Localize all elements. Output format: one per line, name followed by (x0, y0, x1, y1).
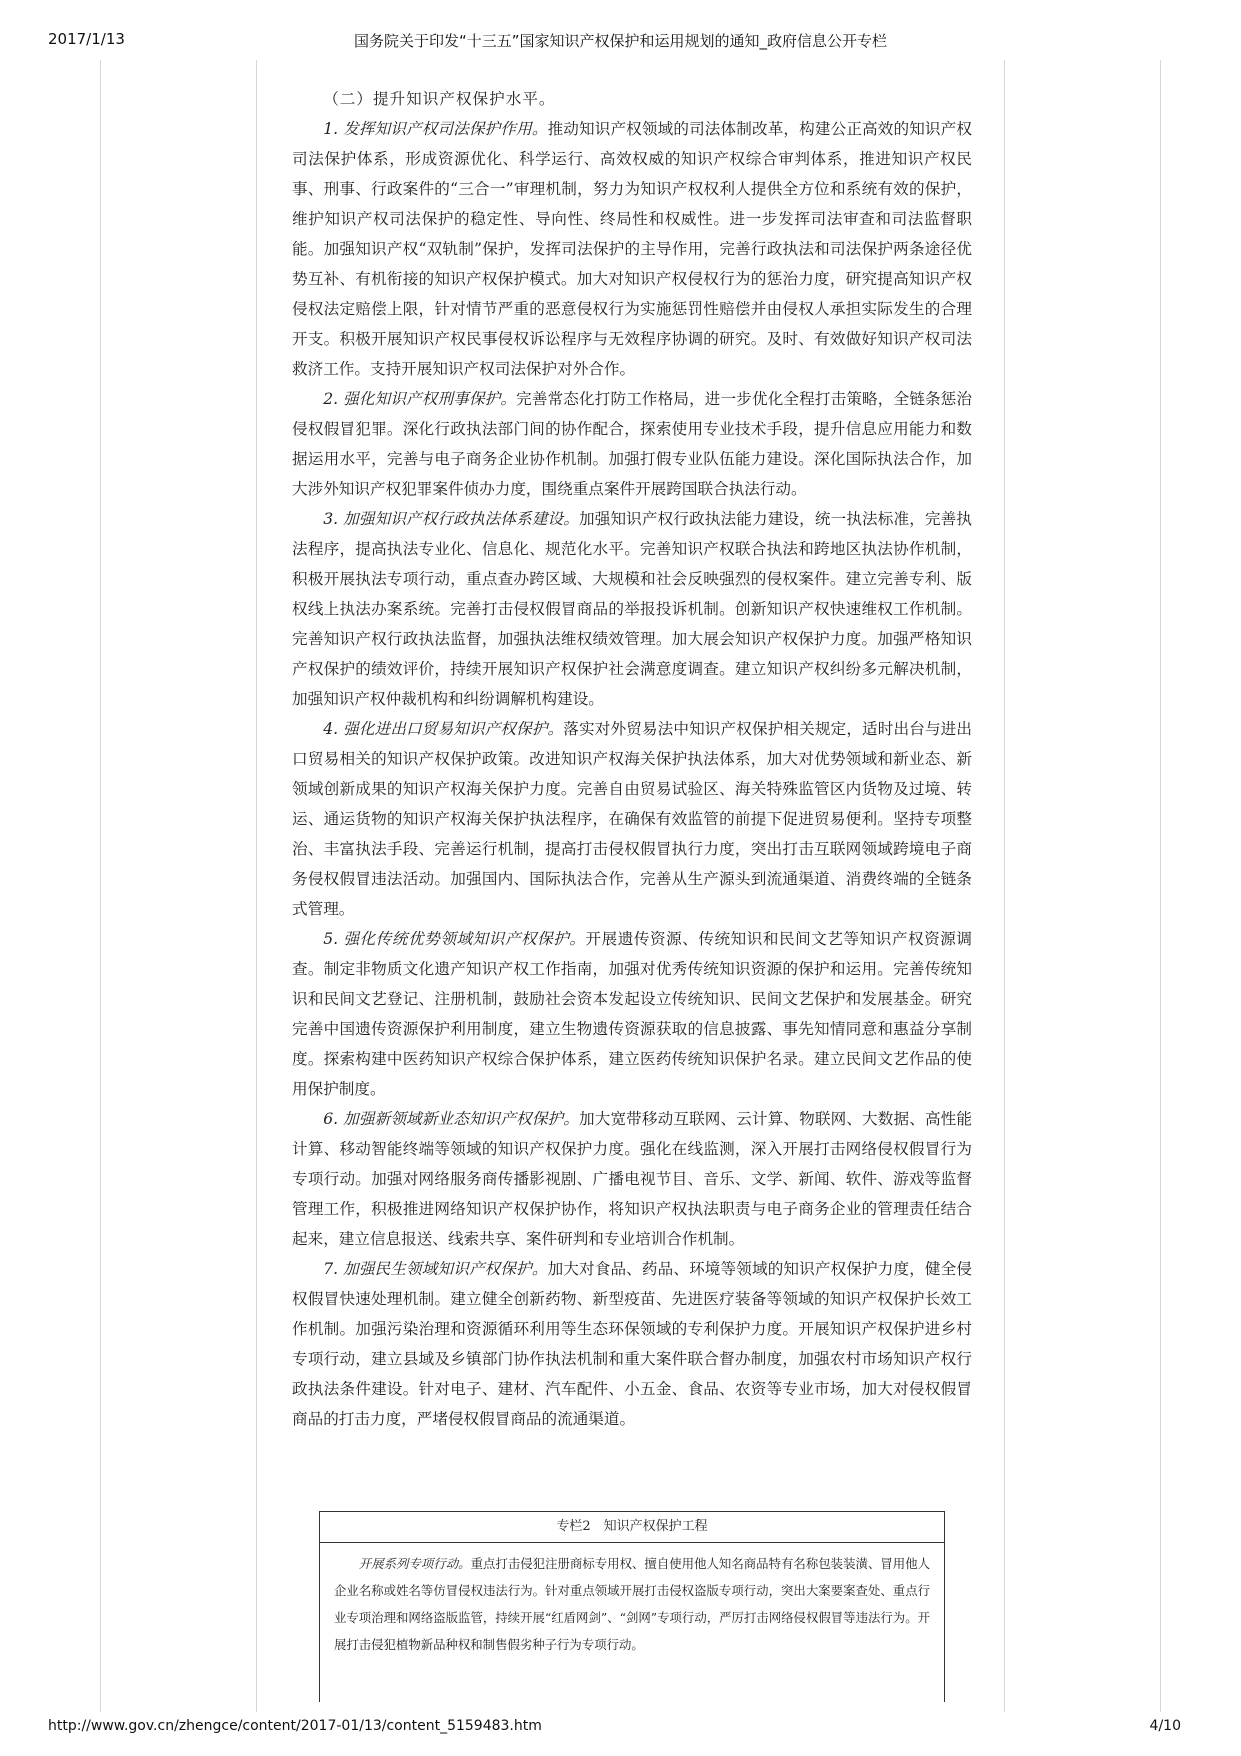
paragraph-lead: 2. 强化知识产权刑事保护。 (323, 390, 517, 408)
page-number: 4/10 (1149, 1718, 1181, 1734)
paragraph-text: 落实对外贸易法中知识产权保护相关规定，适时出台与进出口贸易相关的知识产权保护政策。改进知识产权海关保护执法体系，加大对优势领域和新业态、新领域创新成果的知识产权海关保护力度。完善自由贸易试验区、海关特殊监管区内货物及过境、转运、通运货物的知识产权海关保护执法程序，在确保有效监管的前提下促进贸易便利。坚持专项整治、丰富执法手段、完善运行机制，提高打击侵权假冒执行力度，突出打击互联网领域跨境电子商务侵权假冒违法活动。加强国内、国际执法合作，完善从生产源头到流通渠道、消费终端的全链条式管理。 (292, 720, 972, 918)
paragraph-text: 开展遗传资源、传统知识和民间文艺等知识产权资源调查。制定非物质文化遗产知识产权工作指南，加强对优秀传统知识资源的保护和运用。完善传统知识和民间文艺登记、注册机制，鼓励社会资本发起设立传统知识、民间文艺保护和发展基金。研究完善中国遗传资源保护利用制度，建立生物遗传资源获取的信息披露、事先知情同意和惠益分享制度。探索构建中医药知识产权综合保护体系，建立医药传统知识保护名录。建立民间文艺作品的使用保护制度。 (292, 930, 972, 1098)
paragraph-lead: 3. 加强知识产权行政执法体系建设。 (323, 510, 580, 528)
column-box-title: 专栏2 知识产权保护工程 (320, 1512, 944, 1543)
section-heading: （二）提升知识产权保护水平。 (323, 90, 556, 108)
column-box (319, 1511, 945, 1702)
paragraph-text: 加大宽带移动互联网、云计算、物联网、大数据、高性能计算、移动智能终端等领域的知识产权保护力度。强化在线监测，深入开展打击网络侵权假冒行为专项行动。加强对网络服务商传播影视剧、广播电视节目、音乐、文学、新闻、软件、游戏等监督管理工作，积极推进网络知识产权保护协作，将知识产权执法职责与电子商务企业的管理责任结合起来，建立信息报送、线索共享、案件研判和专业培训合作机制。 (292, 1110, 972, 1248)
paragraph-text: 推动知识产权领域的司法体制改革，构建公正高效的知识产权司法保护体系，形成资源优化、科学运行、高效权威的知识产权综合审判体系，推进知识产权民事、刑事、行政案件的“三合一”审理机制，努力为知识产权权利人提供全方位和系统有效的保护，维护知识产权司法保护的稳定性、导向性、终局性和权威性。进一步发挥司法审查和司法监督职能。加强知识产权“双轨制”保护，发挥司法保护的主导作用，完善行政执法和司法保护两条途径优势互补、有机衔接的知识产权保护模式。加大对知识产权侵权行为的惩治力度，研究提高知识产权侵权法定赔偿上限，针对情节严重的恶意侵权行为实施惩罚性赔偿并由侵权人承担实际发生的合理开支。积极开展知识产权民事侵权诉讼程序与无效程序协调的研究。及时、有效做好知识产权司法救济工作。支持开展知识产权司法保护对外合作。 (292, 120, 972, 378)
column-box-text: 重点打击侵犯注册商标专用权、擅自使用他人知名商品特有名称包装装潢、冒用他人企业名称或姓名等仿冒侵权违法行为。针对重点领域开展打击侵权盗版专项行动，突出大案要案查处、重点行业专项治理和网络盗版监管，持续开展“红盾网剑”、“剑网”专项行动，严厉打击网络侵权假冒等违法行为。开展打击侵犯植物新品种权和制售假劣种子行为专项行动。 (334, 1556, 931, 1652)
content-border-right (1004, 60, 1005, 1712)
paragraph-lead: 5. 强化传统优势领域知识产权保护。 (323, 930, 586, 948)
content-border-left (256, 60, 257, 1712)
paragraph (292, 384, 972, 504)
article-body (292, 84, 972, 1434)
paragraph-text: 完善常态化打防工作格局，进一步优化全程打击策略，全链条惩治侵权假冒犯罪。深化行政执法部门间的协作配合，探索使用专业技术手段，提升信息应用能力和数据运用水平，完善与电子商务企业协作机制。加强打假专业队伍能力建设。深化国际执法合作，加大涉外知识产权犯罪案件侦办力度，围绕重点案件开展跨国联合执法行动。 (292, 390, 972, 498)
paragraph-lead: 4. 强化进出口贸易知识产权保护。 (323, 720, 564, 738)
paragraph (292, 1104, 972, 1254)
paragraph-lead: 6. 加强新领域新业态知识产权保护。 (323, 1110, 580, 1128)
paragraph (292, 114, 972, 384)
paragraph (292, 504, 972, 714)
page-url: http://www.gov.cn/zhengce/content/2017-01/13/content_5159483.htm (48, 1718, 542, 1734)
column-box-body (320, 1543, 944, 1658)
paragraph (292, 924, 972, 1104)
paragraph (292, 714, 972, 924)
paragraph-text: 加大对食品、药品、环境等领域的知识产权保护力度，健全侵权假冒快速处理机制。建立健全创新药物、新型疫苗、先进医疗装备等领域的知识产权保护长效工作机制。加强污染治理和资源循环利用等生态环保领域的专利保护力度。开展知识产权保护进乡村专项行动，建立县域及乡镇部门协作执法机制和重大案件联合督办制度，加强农村市场知识产权行政执法条件建设。针对电子、建材、汽车配件、小五金、食品、农资等专业市场，加大对侵权假冒商品的打击力度，严堵侵权假冒商品的流通渠道。 (292, 1260, 972, 1428)
page-border-right (1160, 60, 1161, 1712)
print-date: 2017/1/13 (48, 30, 125, 48)
page-border-left (100, 60, 101, 1712)
paragraph-lead: 1. 发挥知识产权司法保护作用。 (323, 120, 548, 138)
paragraph-lead: 7. 加强民生领域知识产权保护。 (323, 1260, 548, 1278)
paragraph-text: 加强知识产权行政执法能力建设，统一执法标准，完善执法程序，提高执法专业化、信息化、规范化水平。完善知识产权联合执法和跨地区执法协作机制，积极开展执法专项行动，重点查办跨区域、大规模和社会反映强烈的侵权案件。建立完善专利、版权线上执法办案系统。完善打击侵权假冒商品的举报投诉机制。创新知识产权快速维权工作机制。完善知识产权行政执法监督，加强执法维权绩效管理。加大展会知识产权保护力度。加强严格知识产权保护的绩效评价，持续开展知识产权保护社会满意度调查。建立知识产权纠纷多元解决机制，加强知识产权仲裁机构和纠纷调解机构建设。 (292, 510, 972, 708)
paragraph (292, 1254, 972, 1434)
column-box-lead: 开展系列专项行动。 (358, 1556, 471, 1571)
page-title: 国务院关于印发“十三五”国家知识产权保护和运用规划的通知_政府信息公开专栏 (353, 32, 888, 50)
